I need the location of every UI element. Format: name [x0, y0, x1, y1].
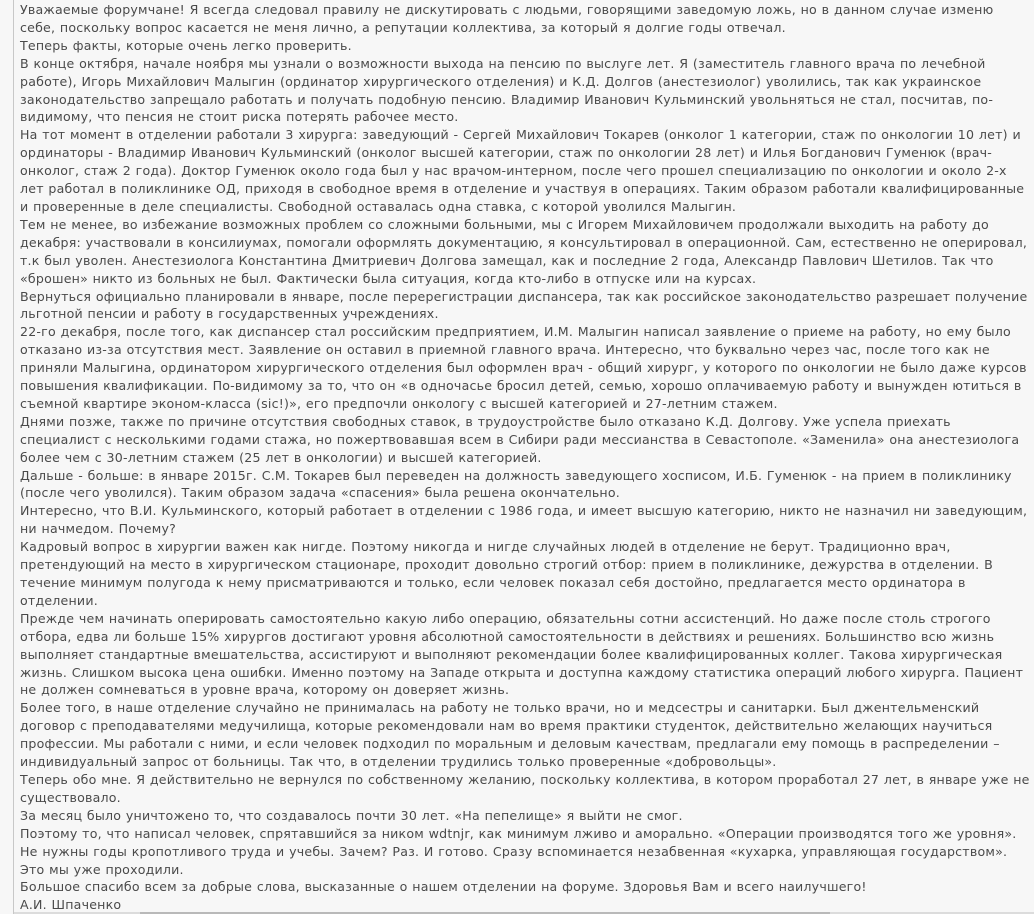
- post-paragraph: Дальше - больше: в январе 2015г. С.М. Токарев был переведен на должность заведующего хосписом, И.Б. Гуменюк - на прием в поликлинику (после чего уволился). Таким образом задача «спасения» была решена окончательно.: [20, 467, 1012, 501]
- post-paragraph: На тот момент в отделении работали 3 хирурга: заведующий - Сергей Михайлович Токарев (онколог 1 категории, стаж по онкологии 10 лет) и ординаторы - Владимир Иванович Кульминский (онколог высшей категории, стаж по онкологии 28 лет) и Илья Богданович Гуменюк (врач-онколог, стаж 2 года). Доктор Гуменюк около года был у нас врачом-интерном, после чего прошел специализацию по онкологии и около 2-х лет работал в поликлинике ОД, приходя в свободное время в отделение и участвуя в операциях. Таким образом работали квалифицированные и проверенные в деле специалисты. Свободной оставалась одна ставка, с которой уволился Малыгин.: [20, 127, 1025, 214]
- post-paragraph: Теперь обо мне. Я действительно не вернулся по собственному желанию, поскольку коллектива, в котором проработал 27 лет, в январе уже не существовало.: [20, 771, 1030, 805]
- post-paragraph: Поэтому то, что написал человек, спрятавшийся за ником wdtnjr, как минимум лживо и аморально. «Операции производятся того же уровня». Не нужны годы кропотливого труда и учебы. Зачем? Раз. И готово. Сразу вспоминается незабвенная «кухарка, управляющая государством». Это мы уже проходили.: [20, 825, 1017, 877]
- post-paragraph: Большое спасибо всем за добрые слова, высказанные о нашем отделении на форуме. Здоровья Вам и всего наилучшего!: [20, 879, 867, 895]
- forum-post-body: [20, 1, 1032, 914]
- post-paragraph: Теперь факты, которые очень легко проверить.: [20, 37, 352, 53]
- post-paragraph: В конце октября, начале ноября мы узнали о возможности выхода на пенсию по выслуге лет. Я (заместитель главного врача по лечебной работе), Игорь Михайлович Малыгин (ординатор хирургического отделения) и К.Д. Долгов (анестезиолог) уволились, так как украинское законодательство запрещало работать и получать подобную пенсию. Владимир Иванович Кульминский увольняться не стал, посчитав, по-видимому, что пенсия не стоит риска потерять рабочее место.: [20, 55, 994, 125]
- post-paragraph: За месяц было уничтожено то, что создавалось почти 30 лет. «На пепелище» я выйти не смог.: [20, 807, 683, 823]
- post-paragraph: Днями позже, также по причине отсутствия свободных ставок, в трудоустройстве было отказано К.Д. Долгову. Уже успела приехать специалист с несколькими годами стажа, но пожертвовавшая всем в Сибири ради мессианства в Севастополе. «Заменила» она анестезиолога более чем с 30-летним стажем (25 лет в онкологии) и высшей категорией.: [20, 413, 1020, 465]
- post-paragraph: 22-го декабря, после того, как диспансер стал российским предприятием, И.М. Малыгин написал заявление о приеме на работу, но ему было отказано из-за отсутствия мест. Заявление он оставил в приемной главного врача. Интересно, что буквально через час, после того как не приняли Малыгина, ординатором хирургического отделения был оформлен врач - общий хирург, у которого по онкологии не было даже курсов повышения квалификации. По-видимому за то, что он «в одночасье бросил детей, семью, хорошо оплачиваемую работу и вынужден ютиться в съемной квартире эконом-класса (sic!)», его предпочли онкологу с высшей категорией и 27-летним стажем.: [20, 324, 1027, 411]
- post-paragraph: Интересно, что В.И. Кульминского, который работает в отделении с 1986 года, и имеет высшую категорию, никто не назначил ни заведующим, ни начмедом. Почему?: [20, 503, 1028, 537]
- post-paragraph: Более того, в наше отделение случайно не принималась на работу не только врачи, но и медсестры и санитарки. Был джентельменский договор с преподавателями медучилища, которые рекомендовали нам во время практики студенток, действительно желающих научиться профессии. Мы работали с ними, и если человек подходил по моральным и деловым качествам, предлагали ему помощь в распределении – индивидуальный запрос от больницы. Так что, в отделении трудились только проверенные «добровольцы».: [20, 700, 1000, 770]
- post-paragraph: Прежде чем начинать оперировать самостоятельно какую либо операцию, обязательны сотни ассистенций. Но даже после столь строгого отбора, едва ли больше 15% хирургов достигают уровня абсолютной самостоятельности в действиях и решениях. Большинство всю жизнь выполняет стандартные вмешательства, ассистируют и выполняют рекомендации более квалифицированных коллег. Такова хирургическая жизнь. Слишком высока цена ошибки. Именно поэтому на Западе открыта и доступна каждому статистика операций любого хирурга. Пациент не должен сомневаться в уровне врача, которому он доверяет жизнь.: [20, 610, 1024, 698]
- post-paragraph: Кадровый вопрос в хирургии важен как нигде. Поэтому никогда и нигде случайных людей в отделение не берут. Традиционно врач, претендующий на место в хирургическом стационаре, проходит довольно строгий отбор: прием в поликлинике, дежурства в отделении. В течение минимум полугода к нему присматриваются и только, если человек показал себя достойно, предлагается место ординатора в отделении.: [20, 539, 993, 608]
- left-border: [13, 0, 14, 914]
- post-paragraph: Тем не менее, во избежание возможных проблем со сложными больными, мы с Игорем Михайловичем продолжали выходить на работу до декабря: участвовали в консилиумах, помогали оформлять документацию, я консультировал в операционной. Сам, естественно не оперировал, т.к был уволен. Анестезиолога Константина Дмитриевич Долгова замещал, как и последние 2 года, Александр Павлович Шетилов. Так что «брошен» никто из больных не был. Фактически была ситуация, когда кто-либо в отпуске или на курсах.: [20, 216, 1028, 286]
- post-paragraph: Уважаемые форумчане! Я всегда следовал правилу не дискутировать с людьми, говорящими заведомую ложь, но в данном случае изменю себе, поскольку вопрос касается не меня лично, а репутации коллектива, за который я долгие годы отвечал.: [20, 2, 994, 35]
- post-paragraph: Вернуться официально планировали в январе, после перерегистрации диспансера, так как российское законодательство разрешает получение льготной пенсии и работу в государственных учреждениях.: [20, 288, 1028, 322]
- post-signature: А.И. Шпаченко: [20, 897, 122, 913]
